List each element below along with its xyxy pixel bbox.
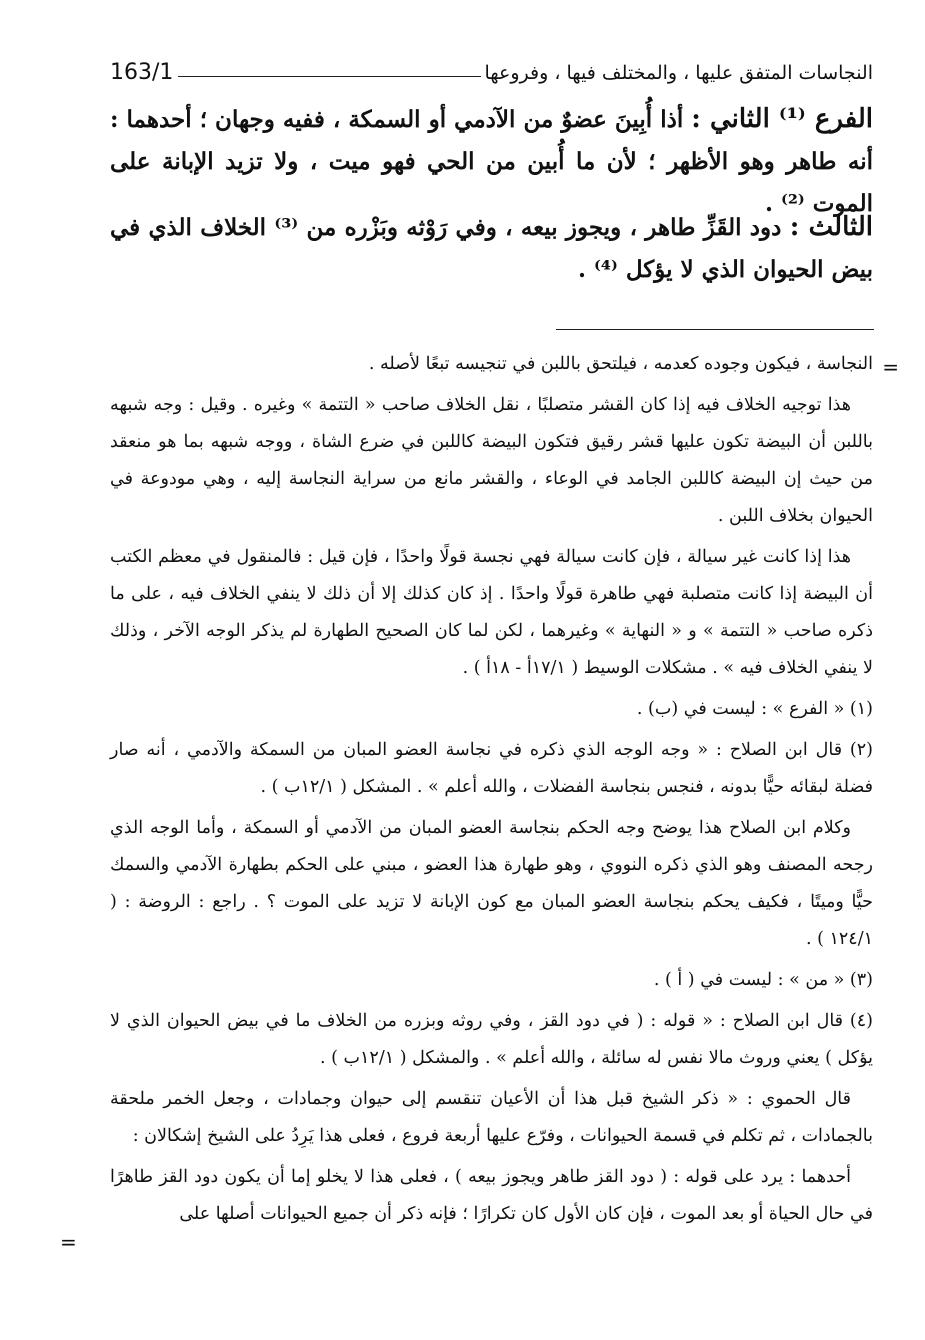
footnote-paragraph: هذا توجيه الخلاف فيه إذا كان القشر متصلبًا ، نقل الخلاف صاحب « التتمة » وغيره . وقيل : وجه شبهه باللبن أن البيضة تكون عليها قشر رقيق فتكون البيضة كاللبن في ضرع الشاة ، ووجه شبهه بما هو منعقد من حيث إن البيضة كاللبن الجامد في الوعاء ، والقشر مانع من سراية النجاسة إليه ، وهي مودوعة في الحيوان بخلاف اللبن . (110, 395, 873, 526)
continuation-mark-bottom: = (60, 1230, 77, 1254)
page-number: 163/1 (110, 60, 174, 85)
footnote-1: (١) « الفرع » : ليست في (ب) . (636, 699, 873, 719)
footnotes (110, 346, 873, 1237)
branch-three-heading: الثالث : (789, 212, 874, 242)
main-paragraph-branch-three (110, 206, 873, 291)
branch-two-text: أذا أُبِينَ عضوٌ من الآدمي أو السمكة ، ففيه وجهان ؛ أحدهما : أنه طاهر وهو الأظهر ؛ لأن ما أُبين من الحي فهو ميت ، ولا تزيد الإبانة على الموت ⁽²⁾ . (110, 106, 873, 217)
branch-two-heading: الفرع ⁽¹⁾ الثاني : (691, 104, 874, 134)
header-rule (178, 76, 481, 77)
footnote-paragraph: قال الحموي : « ذكر الشيخ قبل هذا أن الأعيان تنقسم إلى حيوان وجمادات ، وجعل الخمر ملحقة بالجمادات ، ثم تكلم في قسمة الحيوانات ، وفرّع عليها أربعة فروع ، فعلى هذا يَرِدُ على الشيخ إشكالان : (110, 1089, 873, 1146)
footnote-paragraph: هذا إذا كانت غير سيالة ، فإن كانت سيالة فهي نجسة قولًا واحدًا ، فإن قيل : فالمنقول في معظم الكتب أن البيضة إذا كانت متصلبة فهي طاهرة قولًا واحدًا . إذ كان كذلك إلا أن ذلك لا ينفي الخلاف فيه ، على ما ذكره صاحب « التتمة » و « النهاية » وغيرهما ، لكن لما كان الصحيح الطهارة لم يذكر الوجه الآخر ، وذلك لا ينفي الخلاف فيه » . مشكلات الوسيط ( ١٧/١أ - ١٨أ ) . (110, 547, 873, 678)
footnote-paragraph: النجاسة ، فيكون وجوده كعدمه ، فيلتحق باللبن في تنجيسه تبعًا لأصله . (368, 354, 873, 374)
continuation-mark-top: = (882, 355, 899, 379)
footnote-3: (٣) « من » : ليست في ( أ ) . (653, 970, 873, 990)
running-title: النجاسات المتفق عليها ، والمختلف فيها ، وفروعها (484, 62, 873, 84)
footnote-paragraph: أحدهما : يرد على قوله : ( دود القز طاهر ويجوز بيعه ) ، فعلى هذا لا يخلو إما أن يكون دود القز طاهرًا في حال الحياة أو بعد الموت ، فإن كان الأول كان تكرارًا ؛ فإنه ذكر أن جميع الحيوانات أصلها على (110, 1167, 873, 1224)
footnote-2: (٢) قال ابن الصلاح : « وجه الوجه الذي ذكره في نجاسة العضو المبان من السمكة والآدمي ، أنه صار فضلة لبقائه حيًّا بدونه ، فنجس بنجاسة الفضلات ، والله أعلم » . المشكل ( ١٢/١ب ) . (110, 740, 873, 797)
footnote-paragraph: وكلام ابن الصلاح هذا يوضح وجه الحكم بنجاسة العضو المبان من الآدمي أو السمكة ، وأما الوجه الذي رجحه المصنف وهو الذي ذكره النووي ، وهو طهارة هذا العضو ، مبني على الحكم بطهارة الآدمي والسمك حيًّا وميتًا ، فكيف يحكم بنجاسة العضو المبان مع كون الإبانة لا تزيد على الموت ؟ . راجع : الروضة : ( ١٢٤/١ ) . (110, 818, 873, 949)
running-header (110, 58, 873, 88)
footnote-4: (٤) قال ابن الصلاح : « قوله : ( في دود القز ، وفي روثه وبزره من الخلاف ما في بيض الحيوان الذي لا يؤكل ) يعني وروث مالا نفس له سائلة ، والله أعلم » . والمشكل ( ١٢/١ب ) . (110, 1011, 873, 1068)
branch-three-text: دود القَزِّ طاهر ، ويجوز بيعه ، وفي رَوْثه وبَزْره من ⁽³⁾ الخلاف الذي في بيض الحيوان الذي لا يؤكل ⁽⁴⁾ . (110, 214, 873, 283)
footnote-separator (556, 329, 874, 330)
